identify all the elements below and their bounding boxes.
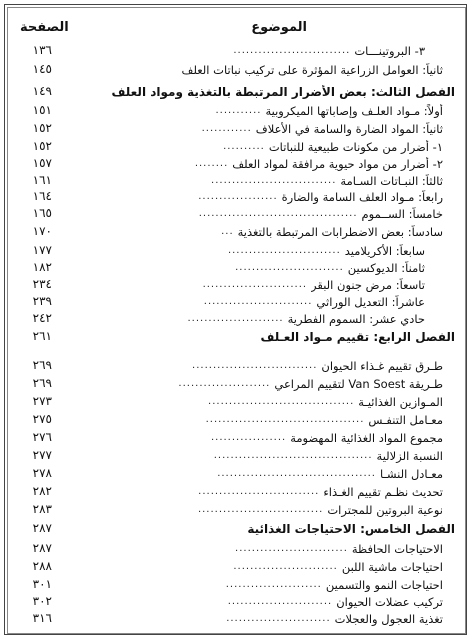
toc-dot-leader: ....................... [225, 579, 322, 590]
toc-entry-row [18, 357, 455, 374]
toc-page-number: ٢٧٨ [32, 466, 52, 480]
toc-dot-leader: .............................. [197, 504, 324, 515]
toc-entry-title: تاسعاً: مرض جنون البقر [311, 277, 425, 292]
toc-entry-row [18, 540, 455, 557]
toc-dot-leader: ........... [215, 105, 262, 116]
toc-page-number: ١٦١ [32, 173, 52, 187]
toc-page-number: ١٧٠ [32, 224, 52, 238]
toc-entry-row [18, 102, 455, 119]
toc-page-number: ٢٧٣ [32, 394, 52, 408]
toc-dot-leader: ... [221, 226, 234, 237]
toc-entry-row [18, 276, 455, 293]
toc-page-number: ٣١٦ [32, 611, 52, 625]
toc-page-number: ٢٣٩ [32, 294, 52, 308]
toc-entry-title: ١- أضرار من مكونات طبيعية للنباتات [268, 139, 443, 154]
toc-dot-leader: ......................... [226, 613, 331, 624]
toc-page-number: ٣٠١ [32, 577, 52, 591]
page-column-heading: الصفحة [20, 20, 69, 35]
toc-dot-leader: ........ [194, 158, 229, 169]
toc-entry-title: ثالثاً: النبـاتات السـامة [340, 173, 443, 188]
toc-entry-title: مجموع المواد الغذائية المهضومة [290, 430, 443, 445]
toc-entry-row [18, 393, 455, 410]
topic-column-heading: الموضوع [251, 20, 307, 35]
toc-page-number: ٢٨٧ [32, 521, 52, 535]
toc-entry-title: تغذية العجول والعجلات [334, 611, 443, 626]
toc-entry-row [18, 293, 455, 310]
toc-dot-leader: ......................... [227, 596, 333, 607]
toc-dot-leader: ........................... [235, 543, 348, 554]
toc-entry-row [18, 610, 455, 627]
toc-page-number: ٢٨٣ [32, 502, 52, 516]
toc-entry-title: ثانياً: المواد الضارة والسامة في الأعلاف [255, 121, 443, 136]
toc-chapter-row [18, 520, 455, 537]
toc-entry-row [18, 188, 455, 205]
toc-entry-title: طـريقة Van Soest لتقييم المراعي [274, 376, 443, 391]
toc-dot-leader: ................................... [208, 396, 355, 407]
toc-page-number: ١٥٧ [32, 156, 52, 170]
toc-entry-row [18, 447, 455, 464]
toc-entry-title: الفصل الخامس: الاحتياجات الغذائية [247, 521, 455, 536]
toc-entry-title: احتياجات النمو والتسمين [325, 577, 443, 592]
toc-page-number: ١٨٢ [32, 260, 52, 274]
toc-entry-title: ٢- أضرار من مواد حيوية مرافقة لمواد العلف [232, 156, 443, 171]
toc-entry-row [18, 155, 455, 172]
toc-entry-row [18, 576, 455, 593]
toc-entry-row [18, 61, 455, 78]
toc-chapter-row [18, 83, 455, 100]
toc-dot-leader: ...................... [178, 378, 271, 389]
toc-page-number: ١٣٦ [32, 43, 52, 57]
toc-entry-row [18, 205, 455, 222]
toc-entry-title: المـوازين الغذائيـة [358, 394, 443, 409]
toc-entry-title: معـامل التنفـس [368, 412, 443, 427]
toc-page-number: ١٤٥ [32, 62, 52, 76]
toc-entry-row [18, 120, 455, 137]
toc-dot-leader: ........................... [227, 245, 341, 256]
toc-entry-title: سادساً: بعض الاضطرابات المرتبطة بالتغذية [237, 224, 443, 239]
toc-entry-row [18, 375, 455, 392]
toc-page-number: ٢٣٤ [32, 277, 52, 291]
toc-page-number: ٢٦٩ [32, 358, 52, 372]
toc-entry-row [18, 465, 455, 482]
toc-page-number: ١٥٢ [32, 139, 52, 153]
toc-page-number: ١٦٤ [32, 189, 52, 203]
toc-entry-title: ٣- البروتينـــات [354, 43, 425, 58]
toc-entry-title: خامساً: الســموم [361, 206, 443, 221]
toc-page-number: ٣٠٢ [32, 594, 52, 608]
toc-entry-title: الفصل الرابع: تقييم مـواد العـلف [260, 329, 455, 344]
toc-entry-title: عاشراً: التعديل الوراثي [316, 294, 425, 309]
toc-entry-row [18, 310, 455, 327]
toc-page-number: ٢٨٢ [32, 484, 52, 498]
toc-entry-title: سابعاً: الأكريلاميد [344, 243, 425, 258]
toc-page-number: ١٤٩ [32, 84, 52, 98]
toc-dot-leader: ....................... [187, 313, 284, 324]
toc-entry-title: أولاً: مـواد العلـف وإصاباتها الميكروبية [265, 103, 443, 118]
toc-page-number: ٢٦٩ [32, 376, 52, 390]
toc-dot-leader: ...................................... [217, 468, 376, 479]
toc-dot-leader: ............ [201, 123, 252, 134]
toc-entry-row [18, 429, 455, 446]
toc-entry-title: ثانياً: العوامل الزراعية المؤثرة على تركيب نباتات العلف [181, 62, 443, 77]
toc-entry-row [18, 558, 455, 575]
toc-page-number: ٢٨٧ [32, 541, 52, 555]
toc-page-number: ٢٧٧ [32, 448, 52, 462]
toc-page-number: ٢٨٨ [32, 559, 52, 573]
toc-entry-title: تحديث نظـم تقييم الغـذاء [323, 484, 443, 499]
toc-entry-row [18, 223, 455, 240]
toc-dot-leader: .................. [210, 432, 287, 443]
toc-page-number: ٢٧٦ [32, 430, 52, 444]
toc-entry-row [18, 242, 455, 259]
toc-entry-row [18, 593, 455, 610]
toc-dot-leader: ...................................... [198, 208, 358, 219]
toc-entry-title: حادي عشر: السموم الفطرية [287, 311, 425, 326]
toc-entry-row [18, 501, 455, 518]
toc-dot-leader: .............................. [192, 360, 318, 371]
toc-page-number: ١٧٧ [32, 243, 52, 257]
toc-entry-title: النسبة الزلالية [376, 448, 443, 463]
toc-page-number: ١٥١ [32, 103, 52, 117]
toc-entry-title: تركيب عضلات الحيوان [336, 594, 443, 609]
toc-entry-title: معـادل النشـا [379, 466, 443, 481]
toc-entry-row [18, 411, 455, 428]
toc-page-number: ٢٧٥ [32, 412, 52, 426]
toc-dot-leader: ............................ [233, 45, 351, 56]
toc-page-number: ٢٤٢ [32, 311, 52, 325]
toc-entry-title: ثامناً: الديوكسين [347, 260, 425, 275]
toc-page-number: ١٦٥ [32, 206, 52, 220]
toc-page-number: ١٥٢ [32, 121, 52, 135]
toc-dot-leader: .............................. [211, 175, 337, 186]
toc-dot-leader: ......................... [233, 561, 338, 572]
toc-entry-row [18, 42, 455, 59]
toc-entry-row [18, 483, 455, 500]
toc-entry-row [18, 259, 455, 276]
toc-entry-row [18, 172, 455, 189]
toc-dot-leader: ......................... [202, 279, 308, 290]
toc-chapter-row [18, 328, 455, 345]
toc-dot-leader: ................... [198, 191, 278, 202]
toc-entry-row [18, 138, 455, 155]
toc-dot-leader: .......................... [203, 296, 313, 307]
toc-entry-title: الاحتياجات الحافظة [351, 541, 443, 556]
toc-entry-title: الفصل الثالث: بعض الأضرار المرتبطة بالتغذية ومواد العلف [111, 84, 455, 99]
toc-dot-leader: ............................. [198, 486, 320, 497]
toc-dot-leader: ...................................... [205, 414, 365, 425]
toc-entry-title: احتياجات ماشية اللبن [341, 559, 443, 574]
toc-entry-title: رابعاً: مـواد العلف السامة والضارة [281, 189, 443, 204]
toc-page-number: ٢٦١ [32, 329, 52, 343]
toc-dot-leader: ...................................... [213, 450, 373, 461]
toc-dot-leader: .......................... [235, 262, 344, 273]
toc-dot-leader: .......... [223, 141, 265, 152]
toc-entry-title: نوعية البروتين للمجترات [327, 502, 443, 517]
toc-entry-title: طـرق تقييم غـذاء الحيوان [321, 358, 443, 373]
